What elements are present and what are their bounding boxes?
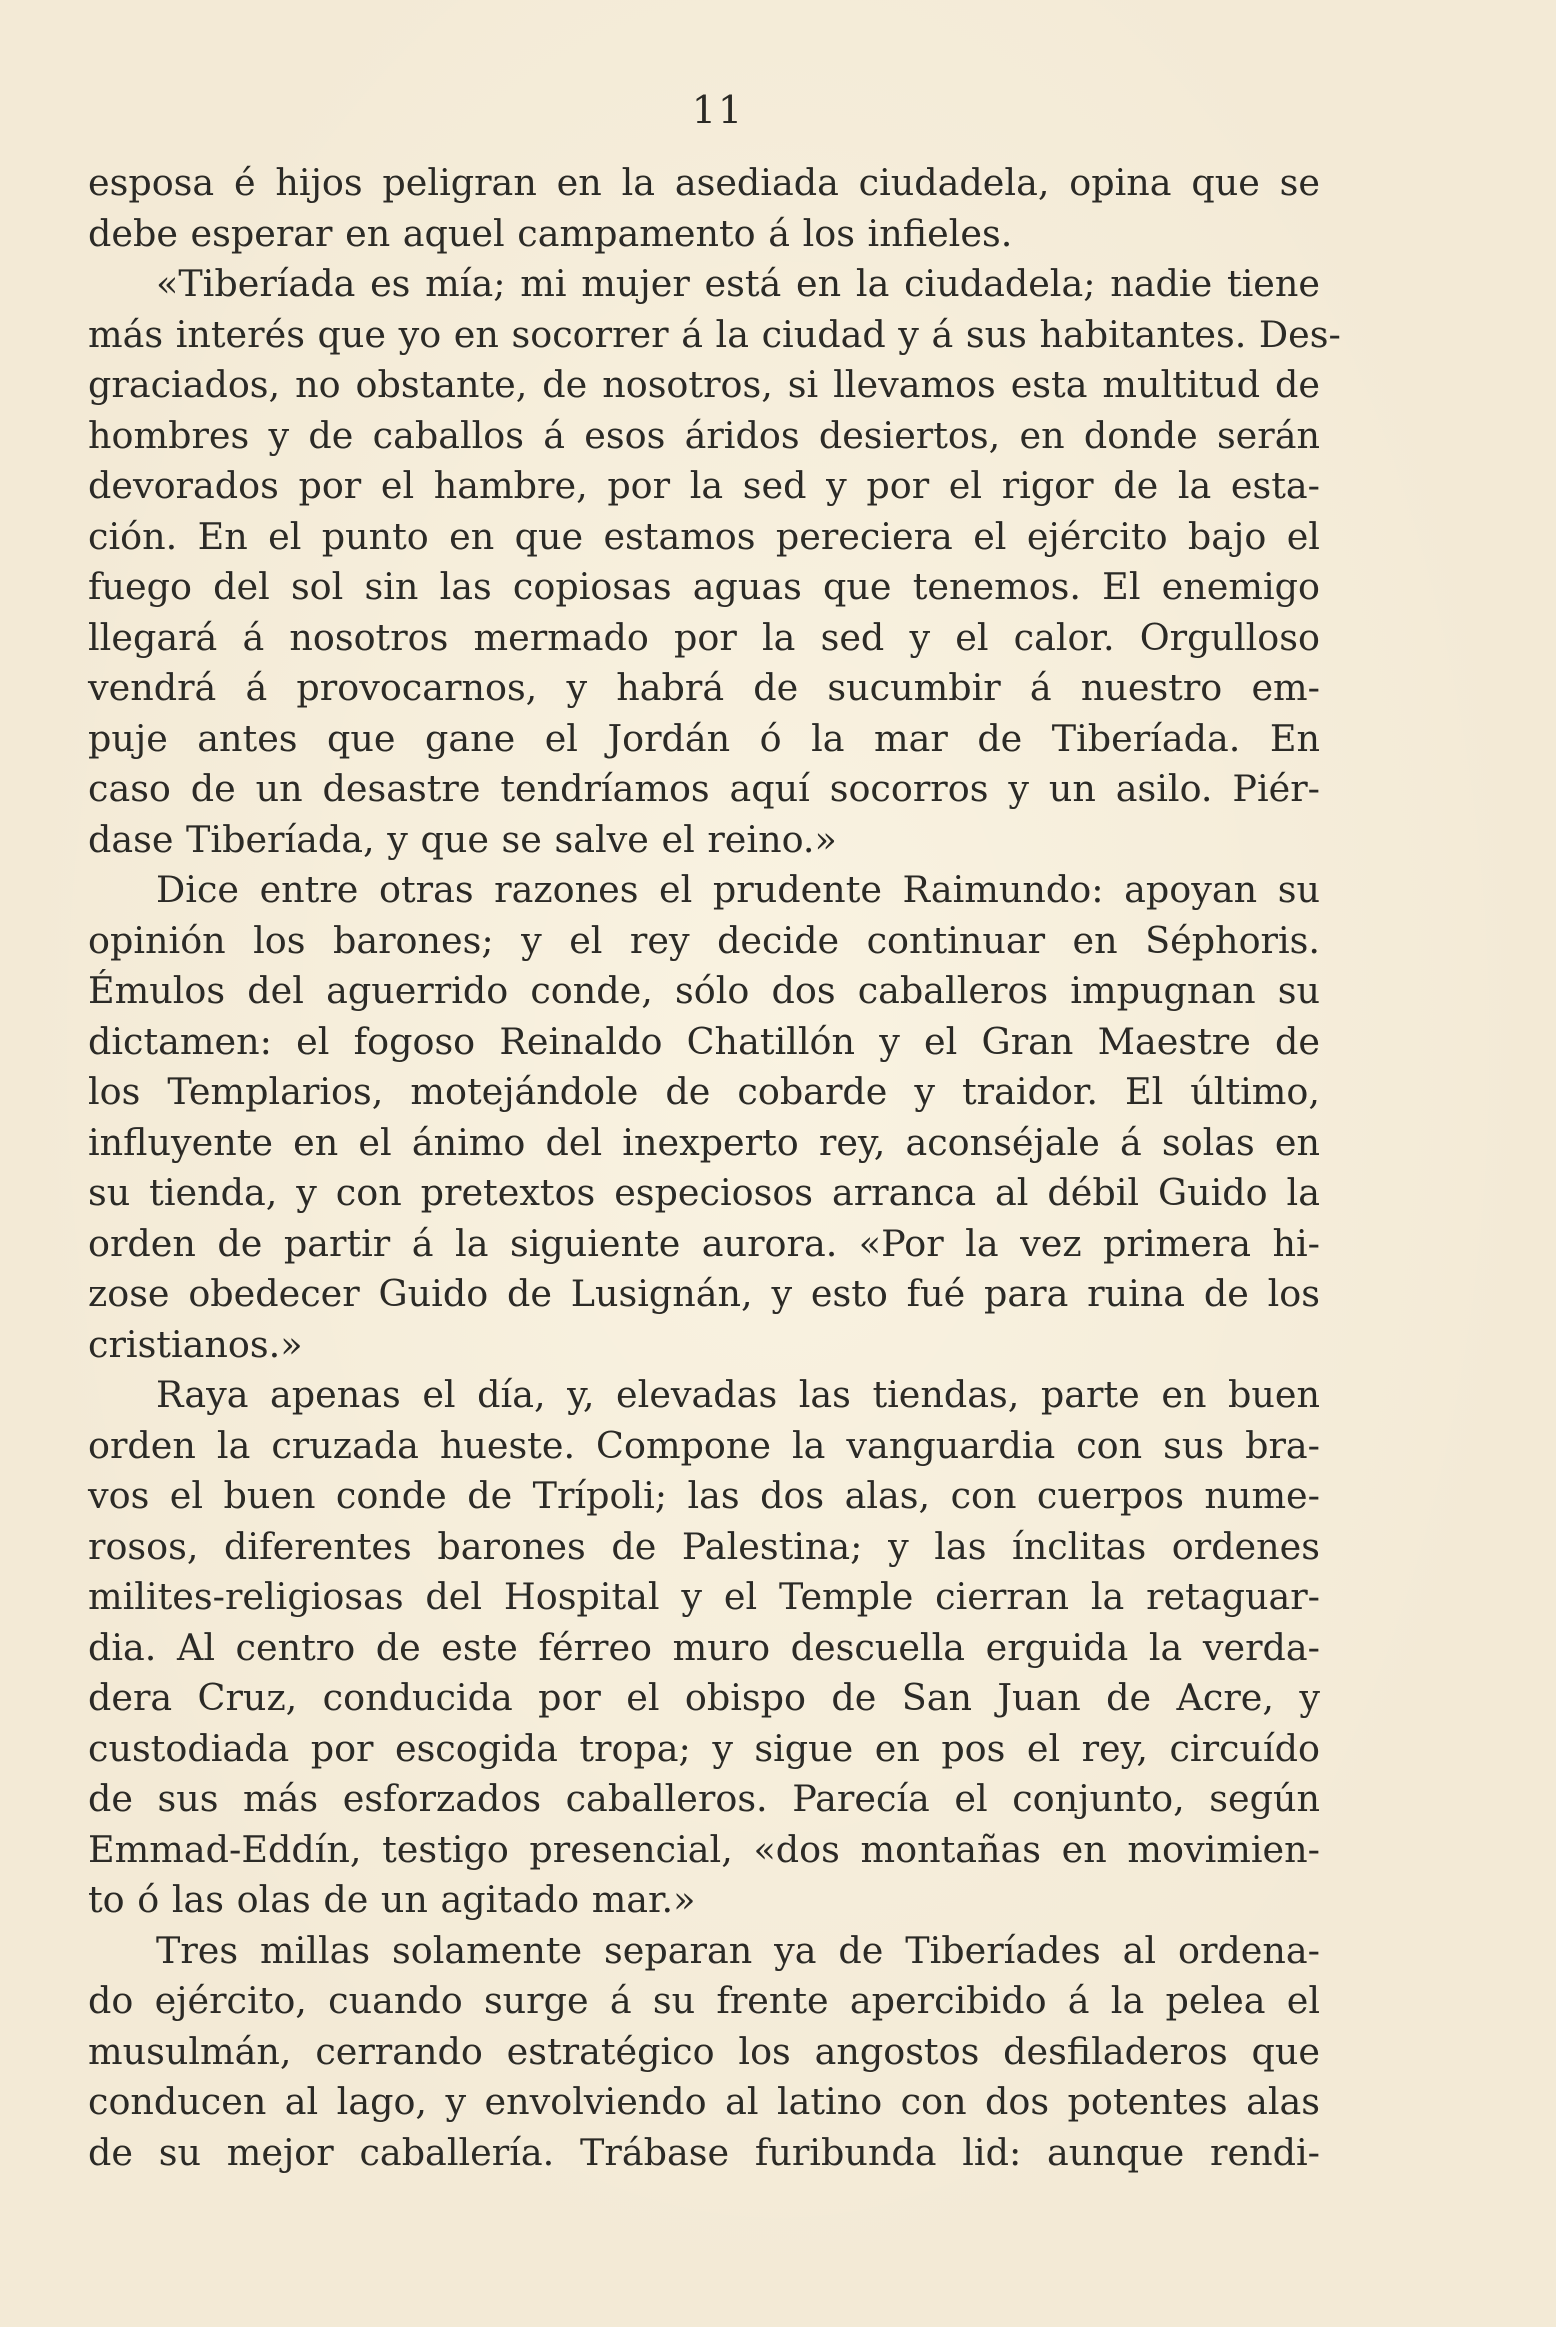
text-line: vendrá á provocarnos, y habrá de sucumbir á nuestro em- <box>88 666 1320 709</box>
text-line: Emmad-Eddín, testigo presencial, «dos montañas en movimien- <box>88 1827 1320 1871</box>
text-line: devorados por el hambre, por la sed y por el rigor de la esta- <box>88 464 1320 507</box>
page-number: 11 <box>691 88 745 132</box>
text-line: opinión los barones; y el rey decide continuar en Séphoris. <box>88 918 1320 962</box>
text-line: llegará á nosotros mermado por la sed y el calor. Orgulloso <box>88 615 1320 659</box>
text-line: de sus más esforzados caballeros. Parecía el conjunto, según <box>88 1777 1320 1820</box>
body-text <box>88 158 1341 2178</box>
text-line: dera Cruz, conducida por el obispo de San Juan de Acre, y <box>88 1676 1320 1719</box>
text-line: más interés que yo en socorrer á la ciudad y á sus habitantes. Des- <box>88 312 1341 356</box>
text-line: fuego del sol sin las copiosas aguas que tenemos. El enemigo <box>88 565 1320 608</box>
text-line: caso de un desastre tendríamos aquí socorros y un asilo. Piér- <box>88 767 1320 810</box>
text-line: dictamen: el fogoso Reinaldo Chatillón y el Gran Maestre de <box>88 1019 1320 1063</box>
text-line: to ó las olas de un agitado mar.» <box>88 1878 696 1921</box>
text-line: vos el buen conde de Trípoli; las dos alas, con cuerpos nume- <box>88 1474 1320 1517</box>
text-line: cristianos.» <box>88 1322 303 1366</box>
text-line: rosos, diferentes barones de Palestina; y las ínclitas ordenes <box>88 1524 1320 1568</box>
text-line: Émulos del aguerrido conde, sólo dos caballeros impugnan su <box>88 969 1320 1012</box>
text-line: orden de partir á la siguiente aurora. «Por la vez primera hi- <box>88 1221 1320 1265</box>
text-line: dia. Al centro de este férreo muro descuella erguida la verda- <box>88 1625 1320 1669</box>
text-line: hombres y de caballos á esos áridos desiertos, en donde serán <box>88 413 1320 457</box>
text-line: de su mejor caballería. Trábase furibunda lid: aunque rendi- <box>88 2130 1320 2174</box>
text-line: debe esperar en aquel campamento á los infieles. <box>88 211 1013 255</box>
text-line: ción. En el punto en que estamos pereciera el ejército bajo el <box>88 514 1320 558</box>
text-line: «Tiberíada es mía; mi mujer está en la ciudadela; nadie tiene <box>156 262 1320 305</box>
text-line: dase Tiberíada, y que se salve el reino.» <box>88 817 837 861</box>
text-line: los Templarios, motejándole de cobarde y traidor. El último, <box>88 1070 1320 1113</box>
text-line: orden la cruzada hueste. Compone la vanguardia con sus bra- <box>88 1423 1320 1467</box>
text-line: graciados, no obstante, de nosotros, si llevamos esta multitud de <box>88 363 1320 406</box>
text-line: milites-religiosas del Hospital y el Temple cierran la retaguar- <box>88 1575 1320 1618</box>
text-line: esposa é hijos peligran en la asediada ciudadela, opina que se <box>88 161 1320 204</box>
text-line: Dice entre otras razones el prudente Raimundo: apoyan su <box>156 868 1320 911</box>
text-line: do ejército, cuando surge á su frente apercibido á la pelea el <box>88 1979 1320 2022</box>
text-line: zose obedecer Guido de Lusignán, y esto fué para ruina de los <box>88 1272 1320 1315</box>
text-line: conducen al lago, y envolviendo al latino con dos potentes alas <box>88 2080 1320 2123</box>
text-line: influyente en el ánimo del inexperto rey, aconséjale á solas en <box>88 1120 1320 1164</box>
text-line: musulmán, cerrando estratégico los angostos desfiladeros que <box>88 2029 1320 2073</box>
text-line: custodiada por escogida tropa; y sigue en pos el rey, circuído <box>88 1726 1320 1770</box>
text-line: Tres millas solamente separan ya de Tiberíades al ordena- <box>156 1928 1320 1972</box>
text-line: Raya apenas el día, y, elevadas las tiendas, parte en buen <box>156 1373 1320 1416</box>
text-line: puje antes que gane el Jordán ó la mar de Tiberíada. En <box>88 716 1320 760</box>
text-line: su tienda, y con pretextos especiosos arranca al débil Guido la <box>88 1171 1320 1214</box>
